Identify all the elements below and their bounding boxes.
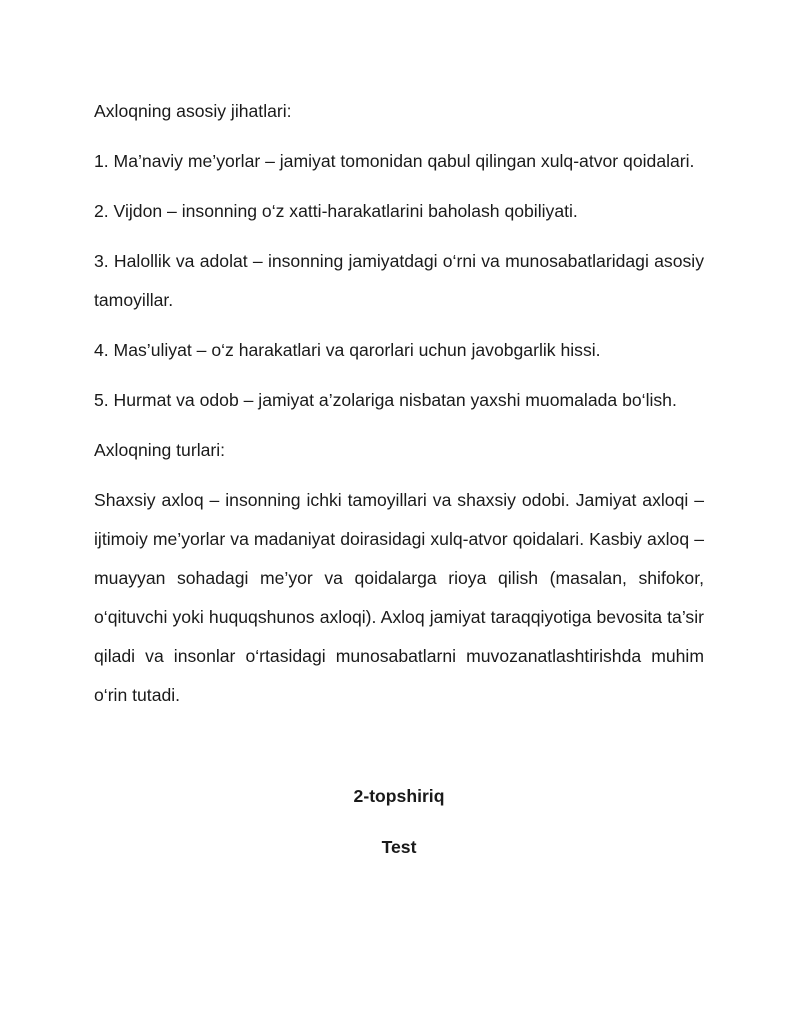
types-paragraph: Shaxsiy axloq – insonning ichki tamoyillari va shaxsiy odobi. Jamiyat axloqi – ijtimoiy me’yorlar va madaniyat doirasidagi xulq-atvor qoidalari. Kasbiy axloq – muayyan sohadagi me’yor va qoidalarga rioya qilish (masalan, shifokor, o‘qituvchi yoki huquqshunos axloqi). Axloq jamiyat taraqqiyotiga bevosita ta’sir qiladi va insonlar o‘rtasidagi munosabatlarni muvozanatlashtirishda muhim o‘rin tutadi. xyxy=(94,490,704,705)
aspect-item-3: 3. Halollik va adolat – insonning jamiyatdagi o‘rni va munosabatlaridagi asosiy tamoyillar. xyxy=(94,251,704,310)
section-title: 2-topshiriq xyxy=(353,786,445,806)
types-heading: Axloqning turlari: xyxy=(94,440,226,460)
document-page xyxy=(94,92,704,867)
aspect-item-5: 5. Hurmat va odob – jamiyat a’zolariga nisbatan yaxshi muomalada bo‘lish. xyxy=(94,390,677,410)
aspect-item-2: 2. Vijdon – insonning o‘z xatti-harakatlarini baholash qobiliyati. xyxy=(94,201,578,221)
aspect-item-1: 1. Ma’naviy me’yorlar – jamiyat tomonidan qabul qilingan xulq-atvor qoidalari. xyxy=(94,151,695,171)
aspect-item-4: 4. Mas’uliyat – o‘z harakatlari va qarorlari uchun javobgarlik hissi. xyxy=(94,340,601,360)
intro-heading: Axloqning asosiy jihatlari: xyxy=(94,101,292,121)
section-subtitle: Test xyxy=(381,837,417,857)
